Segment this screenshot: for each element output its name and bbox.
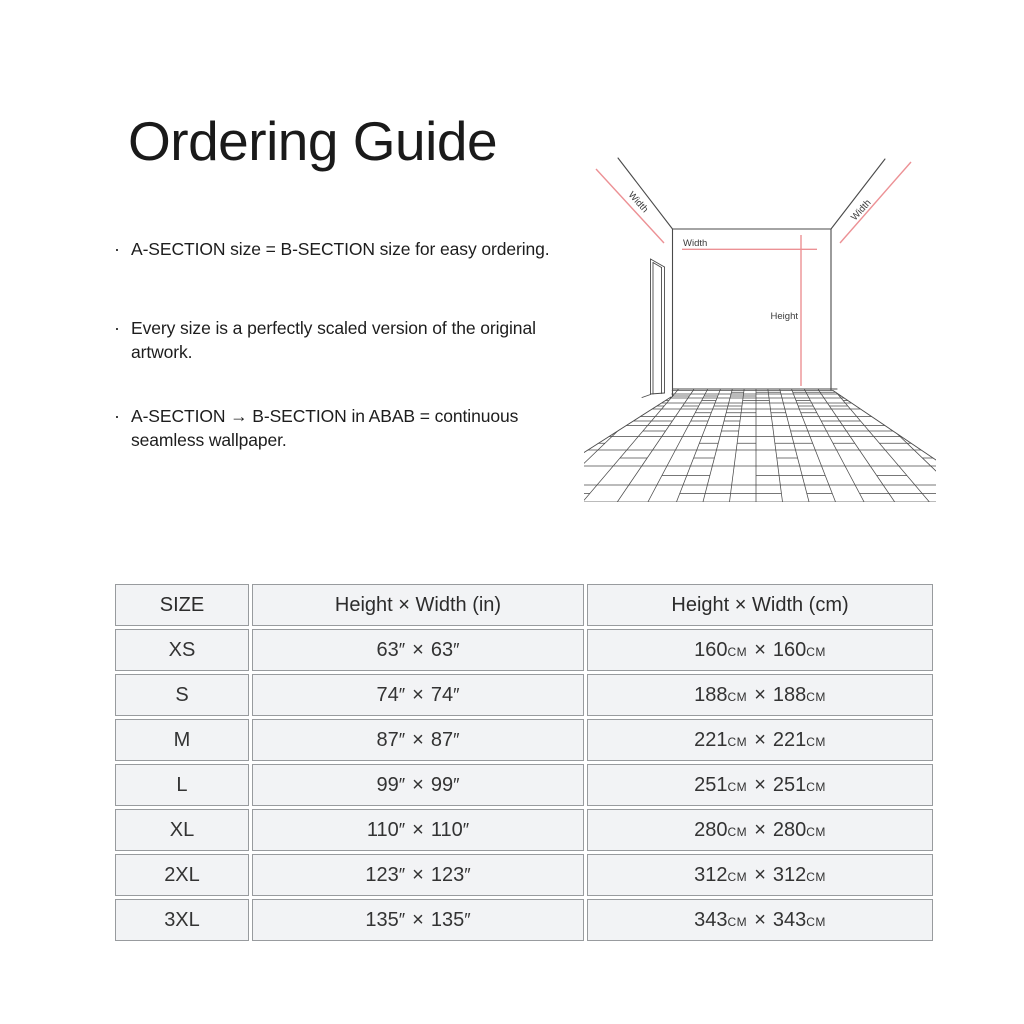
note-line: Every size is a perfectly scaled version of the original bbox=[131, 318, 536, 338]
room-illustration bbox=[584, 143, 936, 503]
cm-unit: CM bbox=[806, 869, 826, 884]
times-sign: × bbox=[754, 728, 766, 751]
inch-mark: ″ bbox=[464, 864, 471, 885]
inch-height-value: 123 bbox=[365, 863, 399, 886]
cm-height-value: 280 bbox=[694, 818, 728, 841]
inch-mark: ″ bbox=[398, 819, 406, 840]
inch-height-value: 99 bbox=[376, 773, 399, 796]
times-sign: × bbox=[754, 863, 766, 886]
cm-cell bbox=[587, 854, 933, 896]
measure-width-left bbox=[596, 169, 664, 243]
times-sign: × bbox=[754, 638, 766, 661]
size-cell bbox=[115, 809, 249, 851]
cm-unit: CM bbox=[727, 779, 748, 794]
inch-mark: ″ bbox=[453, 684, 460, 705]
cm-cell bbox=[587, 719, 933, 761]
inch-mark: ″ bbox=[398, 774, 406, 795]
times-sign: × bbox=[754, 908, 766, 931]
inch-mark: ″ bbox=[398, 864, 406, 885]
cm-width-value: 312 bbox=[772, 863, 807, 886]
cm-cell bbox=[587, 899, 933, 941]
cm-width-value: 221 bbox=[772, 728, 807, 751]
inches-cell bbox=[252, 764, 584, 806]
inches-cell bbox=[252, 674, 584, 716]
note-line: A-SECTION → B-SECTION in ABAB = continuous bbox=[131, 406, 519, 426]
label-width-left: Width bbox=[625, 189, 651, 216]
inch-mark: ″ bbox=[462, 819, 470, 840]
inch-mark: ″ bbox=[453, 729, 460, 750]
cm-unit: CM bbox=[806, 824, 826, 839]
table-row bbox=[115, 674, 933, 716]
table-header-row bbox=[115, 584, 933, 626]
size-cell bbox=[115, 674, 249, 716]
table-row bbox=[115, 809, 933, 851]
inch-height-value: 63 bbox=[376, 638, 399, 661]
header-inches: Height × Width (in) bbox=[252, 584, 584, 626]
inch-mark: ″ bbox=[398, 909, 406, 930]
cm-unit: CM bbox=[727, 734, 748, 749]
times-sign: × bbox=[412, 908, 424, 931]
cm-unit: CM bbox=[806, 914, 826, 929]
cm-unit: CM bbox=[727, 869, 748, 884]
inch-width-value: 74 bbox=[430, 683, 454, 706]
inch-height-value: 110 bbox=[366, 818, 399, 841]
cm-unit: CM bbox=[727, 689, 748, 704]
bullet-marker: · bbox=[114, 318, 120, 338]
inch-width-value: 123 bbox=[430, 863, 465, 886]
table-row bbox=[115, 899, 933, 941]
cm-width-value: 251 bbox=[772, 773, 807, 796]
times-sign: × bbox=[412, 638, 424, 661]
times-sign: × bbox=[754, 773, 766, 796]
size-cell bbox=[115, 899, 249, 941]
cm-unit: CM bbox=[806, 689, 826, 704]
note-line: seamless wallpaper. bbox=[131, 430, 287, 450]
cm-cell bbox=[587, 809, 933, 851]
inch-mark: ″ bbox=[398, 729, 406, 750]
cm-height-value: 251 bbox=[694, 773, 728, 796]
inches-cell bbox=[252, 854, 584, 896]
times-sign: × bbox=[412, 773, 424, 796]
times-sign: × bbox=[412, 728, 424, 751]
times-sign: × bbox=[412, 818, 424, 841]
table-row bbox=[115, 854, 933, 896]
table-row bbox=[115, 629, 933, 671]
cm-height-value: 221 bbox=[694, 728, 728, 751]
inch-width-value: 87 bbox=[430, 728, 454, 751]
cm-unit: CM bbox=[806, 779, 826, 794]
bullet-marker: · bbox=[114, 239, 120, 259]
size-value: XL bbox=[169, 818, 195, 841]
note-item bbox=[114, 237, 604, 261]
inch-mark: ″ bbox=[453, 774, 460, 795]
inches-cell bbox=[252, 899, 584, 941]
bullet-marker: · bbox=[114, 406, 120, 426]
size-cell bbox=[115, 854, 249, 896]
size-value: XS bbox=[168, 638, 196, 661]
inches-cell bbox=[252, 719, 584, 761]
cm-height-value: 188 bbox=[694, 683, 728, 706]
size-value: L bbox=[176, 773, 188, 796]
inch-width-value: 99 bbox=[430, 773, 454, 796]
inch-width-value: 63 bbox=[430, 638, 454, 661]
label-width-right: Width bbox=[849, 197, 874, 224]
note-line: A-SECTION size = B-SECTION size for easy ordering. bbox=[131, 239, 550, 259]
note-text bbox=[131, 237, 550, 261]
ordering-notes bbox=[114, 237, 604, 452]
times-sign: × bbox=[412, 683, 424, 706]
times-sign: × bbox=[412, 863, 424, 886]
size-cell bbox=[115, 719, 249, 761]
inch-width-value: 135 bbox=[430, 908, 465, 931]
inch-mark: ″ bbox=[464, 909, 471, 930]
measure-lines bbox=[596, 162, 911, 386]
note-text bbox=[131, 316, 536, 364]
size-cell bbox=[115, 764, 249, 806]
inch-mark: ″ bbox=[453, 639, 460, 660]
inch-width-value: 110 bbox=[430, 818, 463, 841]
cm-height-value: 160 bbox=[694, 638, 728, 661]
cm-unit: CM bbox=[727, 824, 748, 839]
size-value: 3XL bbox=[164, 908, 200, 931]
header-cm: Height × Width (cm) bbox=[587, 584, 933, 626]
header-size: SIZE bbox=[115, 584, 249, 626]
label-width-wall: Width bbox=[683, 238, 708, 249]
label-height-wall: Height bbox=[770, 311, 798, 322]
size-value: S bbox=[175, 683, 189, 706]
cm-cell bbox=[587, 674, 933, 716]
cm-width-value: 188 bbox=[772, 683, 807, 706]
cm-cell bbox=[587, 629, 933, 671]
note-text bbox=[131, 404, 518, 452]
cm-width-value: 280 bbox=[772, 818, 807, 841]
cm-width-value: 343 bbox=[772, 908, 807, 931]
note-line: artwork. bbox=[131, 342, 193, 362]
page-title: Ordering Guide bbox=[128, 110, 498, 172]
times-sign: × bbox=[754, 818, 766, 841]
inch-height-value: 87 bbox=[376, 728, 399, 751]
table-row bbox=[115, 719, 933, 761]
note-item bbox=[114, 316, 604, 364]
measure-width-right bbox=[840, 162, 911, 243]
size-cell bbox=[115, 629, 249, 671]
cm-unit: CM bbox=[727, 914, 748, 929]
inches-cell bbox=[252, 809, 584, 851]
floor-tiles bbox=[584, 389, 936, 502]
inch-height-value: 74 bbox=[376, 683, 399, 706]
inches-cell bbox=[252, 629, 584, 671]
door-sketch bbox=[642, 259, 665, 398]
cm-unit: CM bbox=[806, 734, 826, 749]
cm-unit: CM bbox=[727, 644, 748, 659]
inch-mark: ″ bbox=[398, 639, 406, 660]
table-row bbox=[115, 764, 933, 806]
times-sign: × bbox=[754, 683, 766, 706]
size-value: M bbox=[173, 728, 191, 751]
inch-mark: ″ bbox=[398, 684, 406, 705]
cm-cell bbox=[587, 764, 933, 806]
size-value: 2XL bbox=[164, 863, 200, 886]
inch-height-value: 135 bbox=[365, 908, 399, 931]
cm-height-value: 312 bbox=[694, 863, 728, 886]
note-item bbox=[114, 404, 604, 452]
cm-unit: CM bbox=[806, 644, 826, 659]
size-table bbox=[112, 581, 936, 944]
cm-height-value: 343 bbox=[694, 908, 728, 931]
cm-width-value: 160 bbox=[772, 638, 807, 661]
